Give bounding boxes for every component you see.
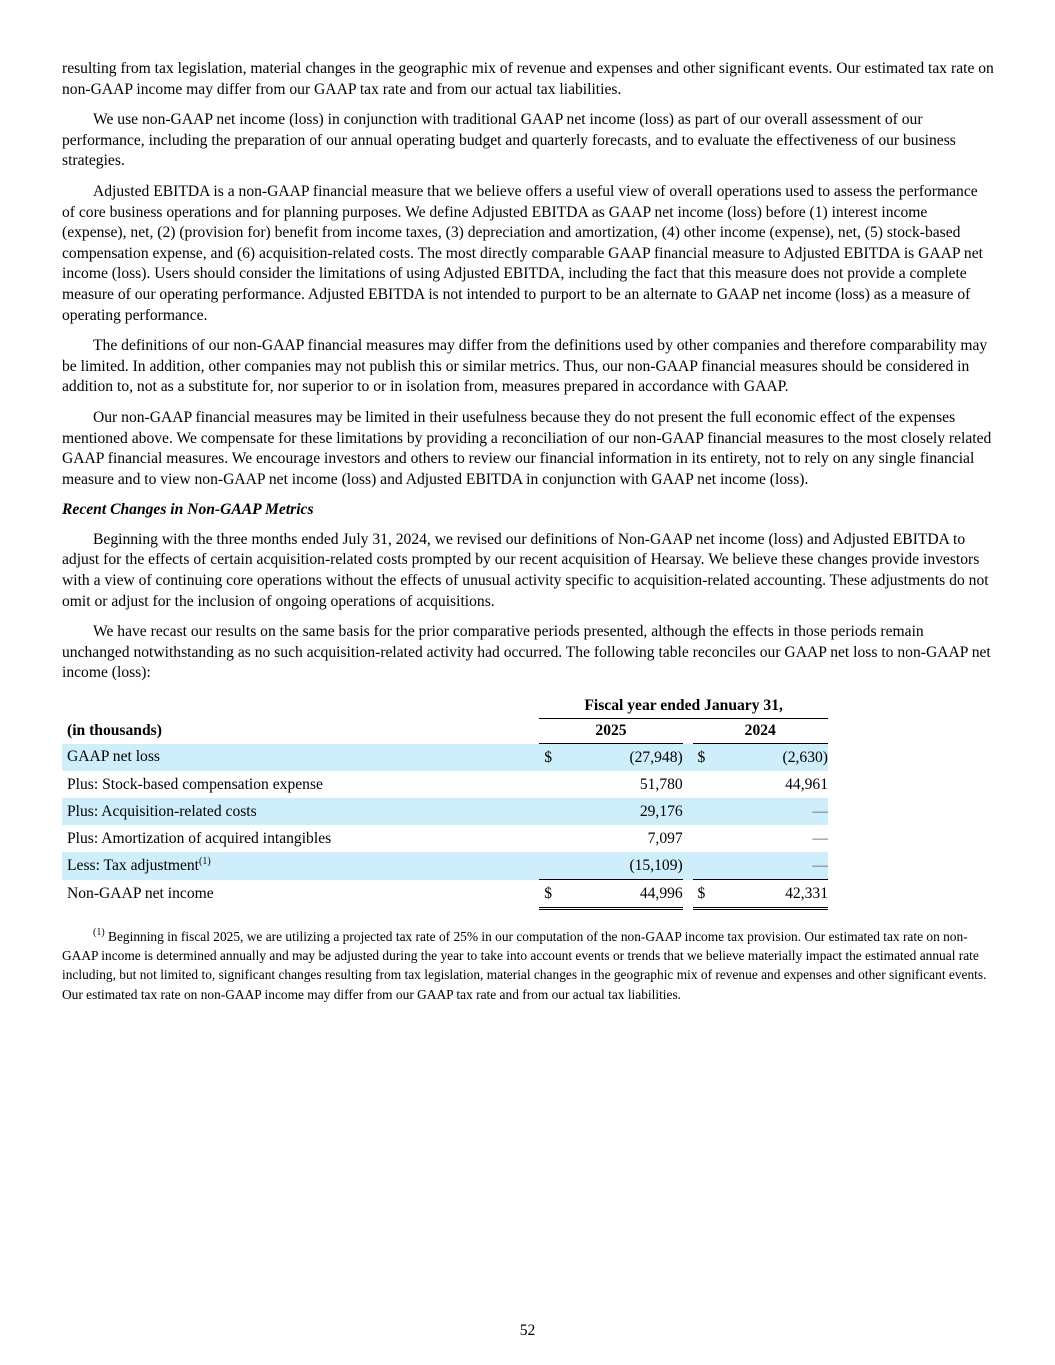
row-label: Plus: Stock-based compensation expense bbox=[67, 775, 323, 793]
paragraph-definitions: The definitions of our non-GAAP financial measures may differ from the definitions used by other companies and therefore comparability may be limited. In addition, other companies may not publish this or similar metrics. Thus, our non-GAAP financial measures should be considered in addition to, not as a substitute for, nor superior to or in isolation from, measures prepared in accordance with GAAP. bbox=[62, 337, 988, 396]
value-2025: 51,780 bbox=[639, 775, 683, 793]
currency-symbol: $ bbox=[539, 744, 568, 772]
value-2024: (2,630) bbox=[719, 744, 828, 772]
footnote bbox=[62, 923, 994, 1004]
value-2025: 44,996 bbox=[568, 880, 683, 909]
value-2025: (15,109) bbox=[568, 852, 683, 880]
currency-symbol: $ bbox=[539, 880, 568, 909]
page-number: 52 bbox=[519, 1322, 536, 1339]
footnote-ref: (1) bbox=[199, 856, 211, 868]
period-header: Fiscal year ended January 31, bbox=[584, 697, 783, 715]
table-header-row-period bbox=[62, 694, 828, 719]
row-label: Less: Tax adjustment$^{(1)}$ bbox=[62, 852, 539, 880]
column-header-2024: 2024 bbox=[693, 719, 828, 744]
table-row bbox=[62, 798, 828, 825]
value-2025: 29,176 bbox=[568, 798, 683, 825]
table-row-total bbox=[62, 880, 828, 909]
column-header-2025: 2025 bbox=[539, 719, 682, 744]
paragraph-adjusted-ebitda: Adjusted EBITDA is a non-GAAP financial measure that we believe offers a useful view of overall operations used to assess the performance of core business operations and for planning purposes. We define Adjusted EBITDA as GAAP net income (loss) before (1) interest income (expense), net, (2) (provision for) benefit from income taxes, (3) depreciation and amortization, (4) other income (expense), net, (5) stock-based compensation expense, and (6) acquisition-related costs. The most directly comparable GAAP financial measure to Adjusted EBITDA is GAAP net income (loss). Users should consider the limitations of using Adjusted EBITDA, including the fact that this measure does not provide a complete measure of our operating performance. Adjusted EBITDA is not intended to purport to be an alternate to GAAP net income (loss) as a measure of operating performance. bbox=[62, 182, 983, 324]
paragraph-continuation: resulting from tax legislation, material changes in the geographic mix of revenue and expenses and other significant events. Our estimated tax rate on non-GAAP income may differ from our GAAP tax rate and from our actual tax liabilities. bbox=[62, 60, 994, 98]
row-label: Plus: Acquisition-related costs bbox=[62, 798, 539, 825]
table-row bbox=[62, 852, 828, 880]
section-heading: Recent Changes in Non-GAAP Metrics bbox=[62, 501, 314, 519]
value-2024: — bbox=[812, 829, 828, 847]
value-2025: 7,097 bbox=[647, 829, 683, 847]
value-2024: — bbox=[719, 852, 828, 880]
table-row bbox=[62, 825, 828, 852]
paragraph-limitations: Our non-GAAP financial measures may be limited in their usefulness because they do not present the full economic effect of the expenses mentioned above. We compensate for these limitations by providing a reconciliation of our non-GAAP financial measures to the most closely related GAAP financial measures. We encourage investors and others to review our financial information in its entirety, not to rely on any single financial measure and to view non-GAAP net income (loss) and Adjusted EBITDA in conjunction with GAAP net income (loss). bbox=[62, 408, 992, 488]
table-header-row-years bbox=[62, 719, 828, 744]
paragraph-recent-changes: Beginning with the three months ended July 31, 2024, we revised our definitions of Non-GAAP net income (loss) and Adjusted EBITDA to adjust for the effects of certain acquisition-related costs prompted by our recent acquisition of Hearsay. We believe these changes provide investors with a view of continuing core operations without the effects of unusual activity specific to acquisition-related accounting. These adjustments do not omit or adjust for the inclusion of ongoing operations of acquisitions. bbox=[62, 530, 989, 610]
row-label: Plus: Amortization of acquired intangibles bbox=[67, 829, 332, 847]
unit-label: (in thousands) bbox=[67, 722, 162, 740]
document-page bbox=[62, 59, 994, 1004]
value-2024: 44,961 bbox=[785, 775, 828, 793]
value-2024: — bbox=[719, 798, 828, 825]
paragraph-non-gaap-usage: We use non-GAAP net income (loss) in conjunction with traditional GAAP net income (loss) as part of our overall assessment of our performance, including the preparation of our annual operating budget and quarterly forecasts, and to evaluate the effectiveness of our business strategies. bbox=[62, 111, 956, 170]
reconciliation-table bbox=[62, 694, 828, 910]
row-label: GAAP net loss bbox=[62, 744, 539, 772]
row-label: Non-GAAP net income bbox=[67, 885, 214, 903]
footnote-marker: (1) bbox=[93, 927, 105, 939]
table-row bbox=[62, 744, 828, 772]
value-2024: 42,331 bbox=[719, 880, 828, 909]
paragraph-recast: We have recast our results on the same basis for the prior comparative periods presented, although the effects in those periods remain unchanged notwithstanding as no such acquisition-related activity had occurred. The following table reconciles our GAAP net loss to non-GAAP net income (loss): bbox=[62, 623, 991, 682]
table-row bbox=[62, 771, 828, 798]
currency-symbol: $ bbox=[693, 880, 720, 909]
footnote-text: Beginning in fiscal 2025, we are utilizing a projected tax rate of 25% in our computation of the non-GAAP income tax provision. Our estimated tax rate on non-GAAP income is determined annually and may be adjusted during the year to take into account events or trends that we believe materially impact the estimated annual rate including, but not limited to, significant changes resulting from tax legislation, material changes in the geographic mix of revenue and expenses and other significant events. Our estimated tax rate on non-GAAP income may differ from our GAAP tax rate and from our actual tax liabilities. bbox=[62, 929, 987, 1002]
currency-symbol: $ bbox=[693, 744, 720, 772]
value-2025: (27,948) bbox=[568, 744, 683, 772]
